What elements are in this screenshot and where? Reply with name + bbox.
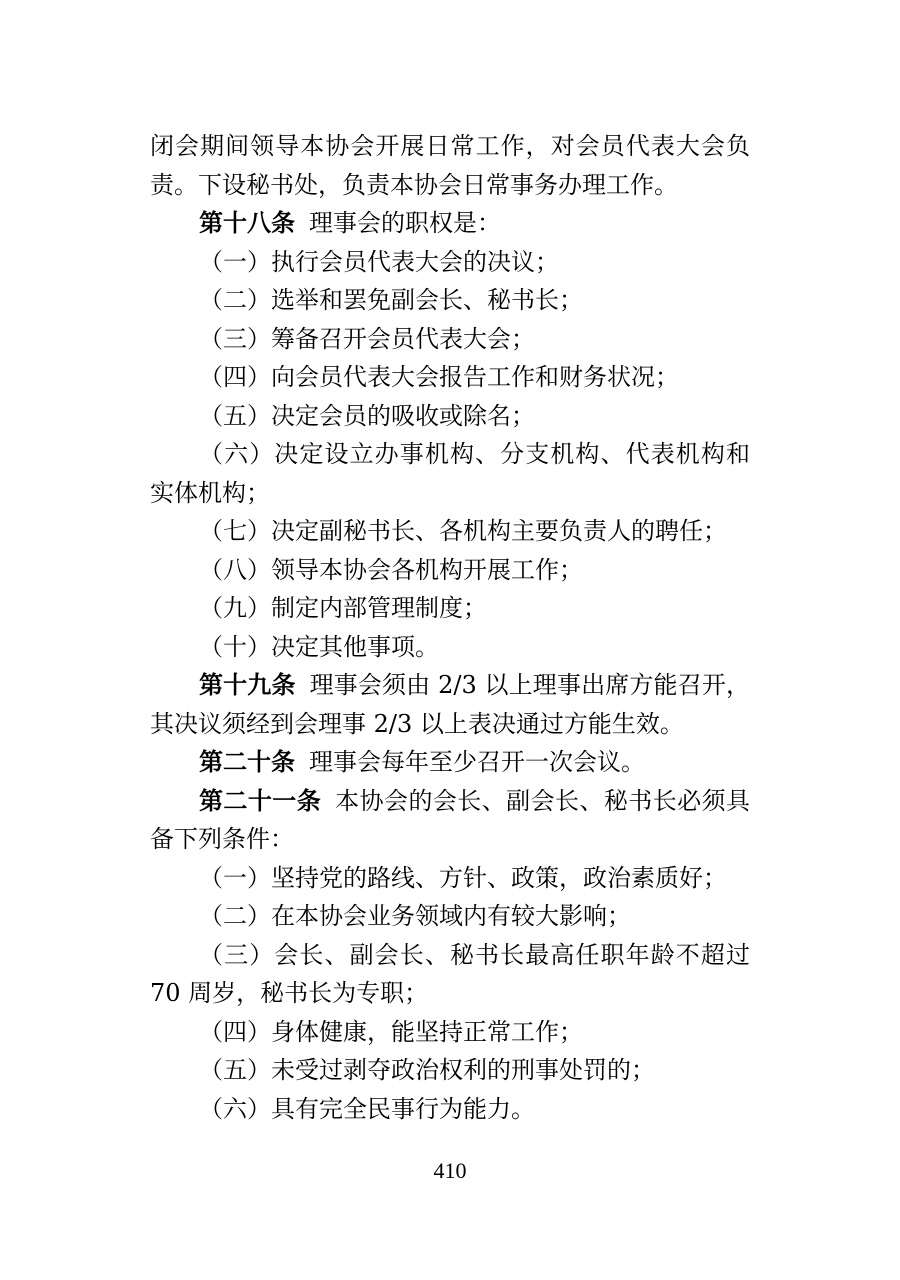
paragraph bbox=[150, 551, 750, 590]
paragraph bbox=[150, 435, 750, 512]
paragraph-text: （三）筹备召开会员代表大会； bbox=[199, 324, 535, 353]
body-text bbox=[150, 127, 750, 1128]
paragraph-text: 理事会须由 2/3 以上理事出席方能召开，其决议须经到会理事 2/3 以上表决通过方能生效。 bbox=[150, 671, 750, 738]
paragraph-text: （八）领导本协会各机构开展工作； bbox=[199, 555, 583, 584]
paragraph-text: 理事会每年至少召开一次会议。 bbox=[309, 748, 645, 776]
paragraph bbox=[150, 589, 750, 628]
article-paragraph bbox=[150, 743, 750, 782]
article-paragraph bbox=[150, 204, 750, 243]
paragraph-text: （三）会长、副会长、秘书长最高任职年龄不超过 70 周岁，秘书长为专职； bbox=[150, 940, 750, 1007]
paragraph bbox=[150, 320, 750, 359]
paragraph bbox=[150, 897, 750, 936]
paragraph-text: （五）未受过剥夺政治权利的刑事处罚的； bbox=[199, 1056, 655, 1084]
paragraph-text: （一）执行会员代表大会的决议； bbox=[199, 247, 559, 276]
paragraph-text: （十）决定其他事项。 bbox=[199, 632, 439, 661]
paragraph-text: （七）决定副秘书长、各机构主要负责人的聘任； bbox=[199, 517, 727, 545]
article-number: 第十八条 bbox=[199, 209, 295, 237]
paragraph bbox=[150, 859, 750, 898]
paragraph bbox=[150, 358, 750, 397]
paragraph-text: （二）在本协会业务领域内有较大影响； bbox=[199, 902, 631, 930]
paragraph-text: （四）向会员代表大会报告工作和财务状况； bbox=[199, 363, 679, 391]
article-number: 第十九条 bbox=[199, 671, 296, 699]
paragraph bbox=[150, 397, 750, 436]
paragraph-text: （一）坚持党的路线、方针、政策，政治素质好； bbox=[199, 863, 727, 892]
paragraph-text: （九）制定内部管理制度； bbox=[199, 594, 487, 622]
paragraph-text: 闭会期间领导本协会开展日常工作，对会员代表大会负责。下设秘书处，负责本协会日常事务办理工作。 bbox=[150, 132, 750, 199]
paragraph bbox=[150, 512, 750, 551]
article-number: 第二十一条 bbox=[199, 786, 322, 815]
paragraph-text: 理事会的职权是： bbox=[309, 209, 501, 237]
paragraph bbox=[150, 1090, 750, 1129]
page-number: 410 bbox=[433, 1158, 467, 1183]
paragraph-text: （五）决定会员的吸收或除名； bbox=[199, 401, 535, 430]
article-paragraph bbox=[150, 666, 750, 743]
article-paragraph bbox=[150, 782, 750, 859]
paragraph bbox=[150, 628, 750, 667]
paragraph bbox=[150, 127, 750, 204]
article-number: 第二十条 bbox=[199, 748, 295, 776]
paragraph-text: （六）决定设立办事机构、分支机构、代表机构和实体机构； bbox=[150, 440, 750, 507]
paragraph-text: （六）具有完全民事行为能力。 bbox=[199, 1094, 535, 1123]
paragraph-text: 本协会的会长、副会长、秘书长必须具备下列条件： bbox=[150, 786, 751, 853]
paragraph bbox=[150, 1013, 750, 1052]
paragraph bbox=[150, 243, 750, 282]
paragraph-text: （二）选举和罢免副会长、秘书长； bbox=[199, 286, 583, 314]
paragraph bbox=[150, 936, 750, 1013]
paragraph bbox=[150, 1051, 750, 1090]
paragraph bbox=[150, 281, 750, 320]
paragraph-text: （四）身体健康，能坚持正常工作； bbox=[199, 1017, 583, 1046]
